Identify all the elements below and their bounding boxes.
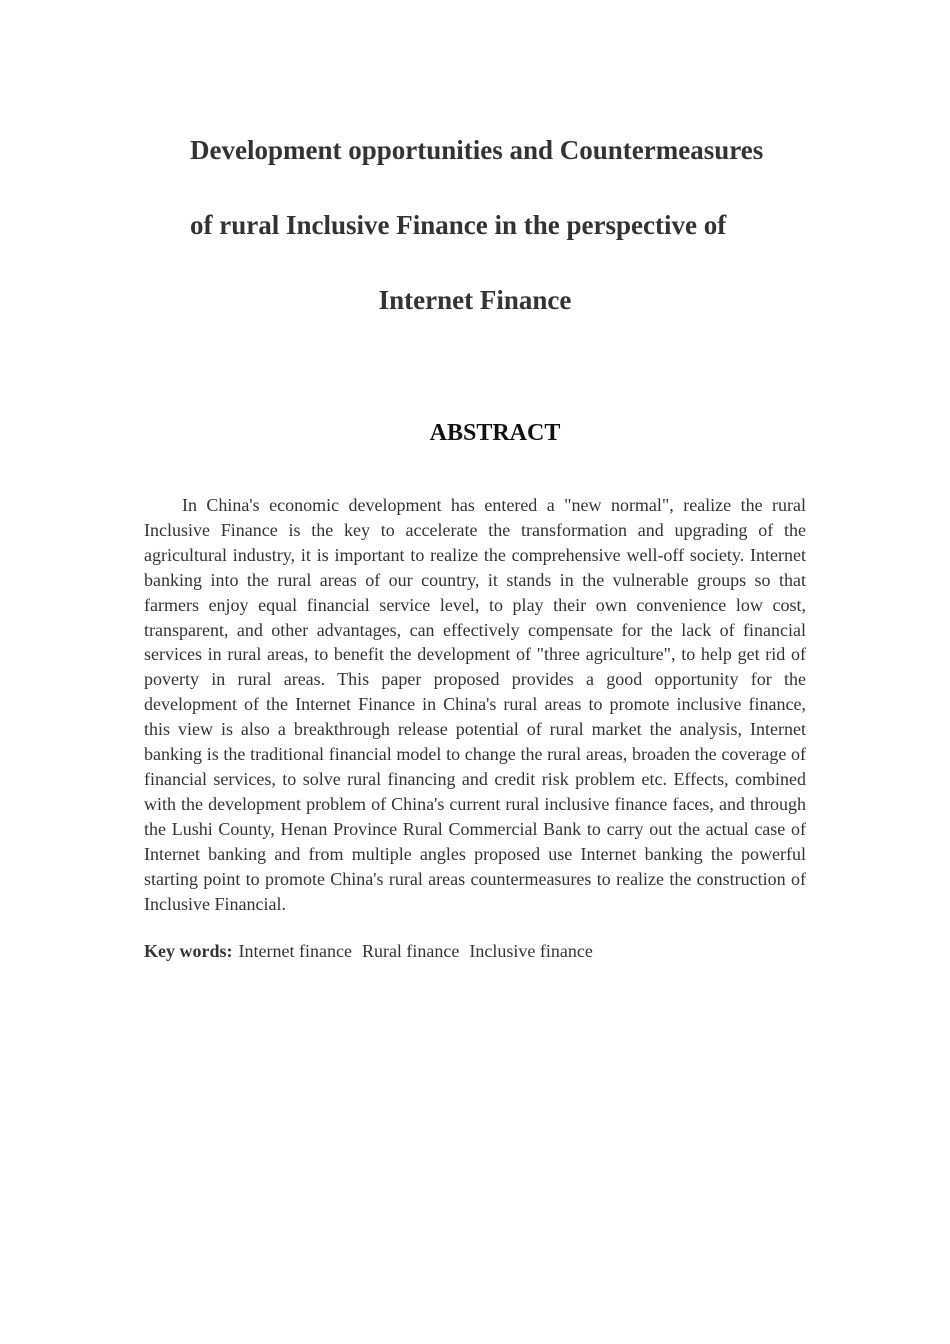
paper-title-line-3: Internet Finance	[378, 285, 572, 315]
paper-title-line-2: of rural Inclusive Finance in the perspective of	[190, 210, 727, 240]
keyword-term: Rural finance	[361, 941, 460, 961]
paper-title-line-1: Development opportunities and Countermeasures	[190, 135, 764, 165]
keyword-term: Internet finance	[238, 941, 352, 961]
keywords-line	[144, 939, 603, 963]
abstract-body: In China's economic development has entered a "new normal", realize the rural Inclusive Finance is the key to accelerate the transformation and upgrading of the agricultural industry, it is important to realize the comprehensive well-off society. Internet banking into the rural areas of our country, it stands in the vulnerable groups so that farmers enjoy equal financial service level, to play their own convenience low cost, transparent, and other advantages, can effectively compensate for the lack of financial services in rural areas, to benefit the development of "three agriculture", to help get rid of poverty in rural areas. This paper proposed provides a good opportunity for the development of the Internet Finance in China's rural areas to promote inclusive finance, this view is also a breakthrough release potential of rural market the analysis, Internet banking is the traditional financial model to change the rural areas, broaden the coverage of financial services, to solve rural financing and credit risk problem etc. Effects, combined with the development problem of China's current rural inclusive finance faces, and through the Lushi County, Henan Province Rural Commercial Bank to carry out the actual case of Internet banking and from multiple angles proposed use Internet banking the powerful starting point to promote China's rural areas countermeasures to realize the construction of Inclusive Financial.	[144, 495, 806, 914]
keyword-term: Inclusive finance	[469, 941, 593, 961]
abstract-heading: ABSTRACT	[429, 420, 561, 446]
keywords-separator: :	[226, 941, 233, 961]
keywords-label: Key words	[144, 941, 227, 961]
